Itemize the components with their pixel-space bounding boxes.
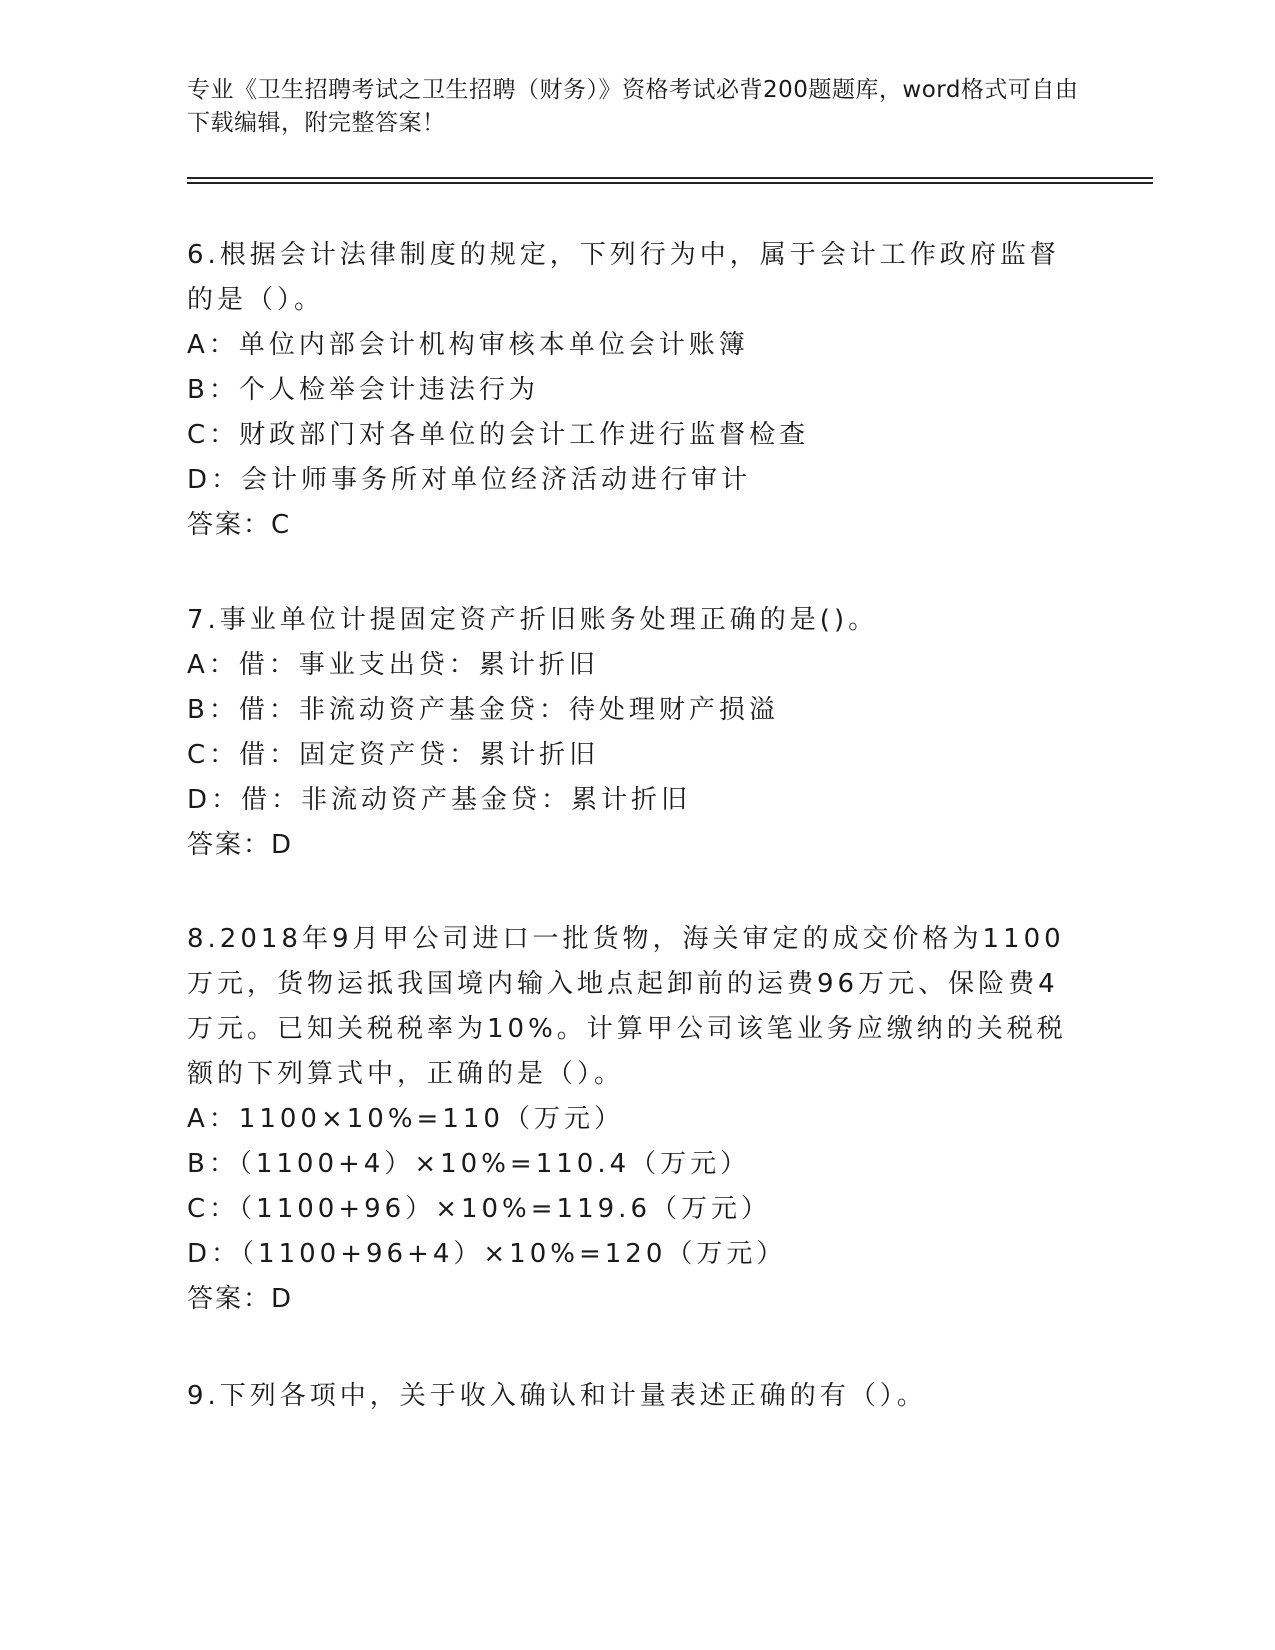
answer: 答案：D	[187, 1284, 294, 1314]
question-stem: 9.下列各项中，关于收入确认和计量表述正确的有（）。	[187, 1381, 927, 1411]
answer: 答案：C	[187, 510, 292, 540]
option-d: D：（1100+96+4）×10%=120（万元）	[187, 1239, 787, 1269]
header-divider-bottom	[187, 182, 1153, 184]
question-9	[187, 1374, 1087, 1419]
question-8	[187, 917, 1087, 1322]
option-d: D：借：非流动资产基金贷：累计折旧	[187, 785, 692, 815]
answer: 答案：D	[187, 830, 294, 860]
question-7	[187, 598, 1087, 868]
option-c: C：财政部门对各单位的会计工作进行监督检查	[187, 420, 810, 450]
header-divider-top	[187, 177, 1153, 179]
question-stem: 7.事业单位计提固定资产折旧账务处理正确的是()。	[187, 605, 879, 635]
option-b: B：个人检举会计违法行为	[187, 375, 539, 405]
option-b: B：（1100+4）×10%=110.4（万元）	[187, 1149, 751, 1179]
option-a: A：借：事业支出贷：累计折旧	[187, 650, 599, 680]
document-header: 专业《卫生招聘考试之卫生招聘（财务）》资格考试必背200题题库，word格式可自由下载编辑，附完整答案！	[187, 77, 1079, 136]
question-6	[187, 233, 1087, 548]
question-stem: 8.2018年9月甲公司进口一批货物，海关审定的成交价格为1100万元，货物运抵我国境内输入地点起卸前的运费96万元、保险费4万元。已知关税税率为10%。计算甲公司该笔业务应缴纳的关税税额的下列算式中，正确的是（）。	[187, 924, 1067, 1089]
option-a: A：1100×10%=110（万元）	[187, 1104, 624, 1134]
option-c: C：（1100+96）×10%=119.6（万元）	[187, 1194, 771, 1224]
option-a: A：单位内部会计机构审核本单位会计账簿	[187, 330, 749, 360]
option-c: C：借：固定资产贷：累计折旧	[187, 740, 600, 770]
option-d: D：会计师事务所对单位经济活动进行审计	[187, 465, 752, 495]
option-b: B：借：非流动资产基金贷：待处理财产损溢	[187, 695, 779, 725]
question-stem: 6.根据会计法律制度的规定，下列行为中，属于会计工作政府监督的是（）。	[187, 240, 1060, 315]
